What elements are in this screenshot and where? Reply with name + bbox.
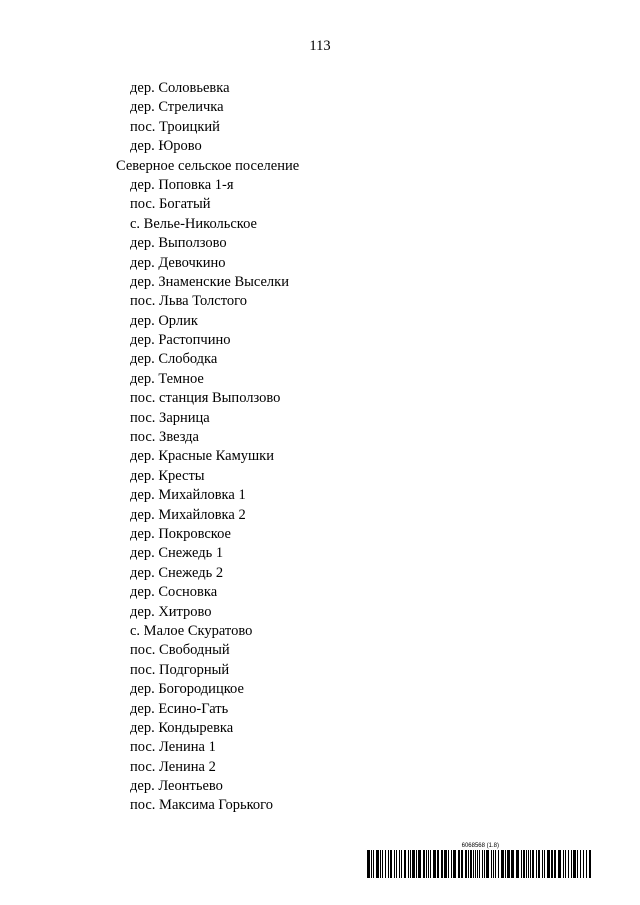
barcode-bar	[461, 850, 463, 878]
barcode-bar	[544, 850, 545, 878]
barcode-bar	[551, 850, 553, 878]
locality-item: дер. Стреличка	[130, 99, 224, 116]
barcode-bar	[401, 850, 402, 878]
barcode-bar	[523, 850, 525, 878]
barcode-bar	[404, 850, 406, 878]
barcode-bar	[547, 850, 550, 878]
locality-item: дер. Сосновка	[130, 584, 218, 601]
barcode-bar	[367, 850, 370, 878]
barcode-bar	[433, 850, 436, 878]
locality-item: дер. Юрово	[130, 138, 202, 155]
barcode-bar	[448, 850, 449, 878]
barcode-bar	[453, 850, 456, 878]
barcode-bar	[568, 850, 569, 878]
locality-item: дер. Слободка	[130, 351, 218, 368]
barcode-bar	[380, 850, 381, 878]
barcode-bar	[373, 850, 374, 878]
locality-list	[0, 79, 299, 816]
barcode-bar	[382, 850, 383, 878]
barcode-bar	[580, 850, 581, 878]
barcode-image	[367, 850, 591, 878]
barcode-bar	[563, 850, 564, 878]
locality-item: дер. Есино-Гать	[130, 700, 229, 717]
barcode-bar	[586, 850, 587, 878]
locality-item: дер. Снежедь 2	[130, 564, 224, 581]
barcode-bar	[390, 850, 392, 878]
locality-item: дер. Растопчино	[130, 332, 231, 349]
barcode-bar	[396, 850, 397, 878]
barcode-bar	[526, 850, 527, 878]
locality-item: дер. Богородицкое	[130, 681, 244, 698]
barcode-bar	[376, 850, 379, 878]
locality-item: дер. Поповка 1-я	[130, 176, 234, 193]
barcode-bar	[430, 850, 431, 878]
barcode-caption: 6068568 (1.8)	[461, 843, 499, 849]
barcode-bar	[428, 850, 429, 878]
barcode-bar	[477, 850, 478, 878]
barcode-bar	[505, 850, 506, 878]
barcode-bar	[589, 850, 591, 878]
barcode-bar	[423, 850, 425, 878]
locality-item: дер. Леонтьево	[130, 778, 223, 795]
barcode-bar	[554, 850, 556, 878]
barcode-bar	[542, 850, 543, 878]
locality-item: с. Велье-Никольское	[130, 215, 257, 232]
barcode-bar	[558, 850, 561, 878]
locality-item: пос. Свободный	[130, 642, 230, 659]
barcode-bar	[484, 850, 485, 878]
barcode-bar	[530, 850, 531, 878]
barcode-bar	[416, 850, 417, 878]
barcode-bar	[516, 850, 519, 878]
barcode-bar	[498, 850, 499, 878]
barcode-bar	[412, 850, 415, 878]
locality-item: пос. Троицкий	[130, 118, 220, 135]
barcode-bar	[465, 850, 467, 878]
barcode-bar	[468, 850, 469, 878]
barcode-bar	[482, 850, 483, 878]
locality-item: пос. Зарница	[130, 409, 210, 426]
locality-item: дер. Кондыревка	[130, 719, 234, 736]
barcode-bar	[536, 850, 537, 878]
barcode-bar	[583, 850, 584, 878]
locality-item: дер. Кресты	[130, 467, 205, 484]
barcode-bar	[521, 850, 522, 878]
locality-item: пос. Ленина 2	[130, 758, 216, 775]
locality-item: дер. Красные Камушки	[130, 448, 274, 465]
barcode-bar	[470, 850, 472, 878]
barcode-bar	[528, 850, 529, 878]
barcode-bar	[479, 850, 480, 878]
barcode-bar	[437, 850, 439, 878]
locality-item: дер. Орлик	[130, 312, 198, 329]
barcode-bar	[571, 850, 572, 878]
locality-item: дер. Девочкино	[130, 254, 226, 271]
barcode-block	[367, 843, 591, 878]
barcode-bar	[394, 850, 395, 878]
locality-item: дер. Покровское	[130, 525, 231, 542]
locality-item: дер. Михайловка 1	[130, 487, 246, 504]
barcode-bar	[538, 850, 540, 878]
locality-item: дер. Хитрово	[130, 603, 212, 620]
locality-item: дер. Снежедь 1	[130, 545, 224, 562]
barcode-bar	[385, 850, 386, 878]
barcode-bar	[565, 850, 566, 878]
locality-item: дер. Выползово	[130, 235, 227, 252]
locality-item: дер. Знаменские Выселки	[130, 273, 289, 290]
barcode-bar	[473, 850, 474, 878]
barcode-bar	[399, 850, 400, 878]
barcode-bar	[408, 850, 409, 878]
barcode-bar	[577, 850, 578, 878]
barcode-bar	[573, 850, 576, 878]
barcode-bar	[475, 850, 476, 878]
barcode-bar	[507, 850, 510, 878]
barcode-bar	[418, 850, 421, 878]
locality-item: пос. Подгорный	[130, 661, 230, 678]
locality-item: дер. Темное	[130, 370, 204, 387]
barcode-bar	[388, 850, 389, 878]
barcode-bar	[371, 850, 372, 878]
barcode-bar	[444, 850, 447, 878]
barcode-bar	[451, 850, 452, 878]
locality-item: пос. Звезда	[130, 429, 199, 446]
barcode-bar	[493, 850, 494, 878]
locality-item: дер. Михайловка 2	[130, 506, 246, 523]
barcode-bar	[441, 850, 443, 878]
barcode-bar	[426, 850, 427, 878]
barcode-bar	[410, 850, 411, 878]
barcode-bar	[491, 850, 492, 878]
locality-item: пос. Ленина 1	[130, 739, 216, 756]
settlement-heading: Северное сельское поселение	[116, 157, 300, 174]
locality-item: пос. Льва Толстого	[130, 293, 247, 310]
barcode-bar	[458, 850, 460, 878]
locality-item: пос. Богатый	[130, 196, 211, 213]
barcode-bar	[532, 850, 534, 878]
barcode-bar	[495, 850, 496, 878]
barcode-bar	[486, 850, 489, 878]
locality-item: с. Малое Скуратово	[130, 622, 253, 639]
locality-item: пос. Максима Горького	[130, 797, 274, 814]
locality-item: пос. станция Выползово	[130, 390, 281, 407]
barcode-bar	[501, 850, 504, 878]
barcode-bar	[511, 850, 514, 878]
locality-item: дер. Соловьевка	[130, 80, 230, 96]
page-number: 113	[309, 38, 331, 54]
